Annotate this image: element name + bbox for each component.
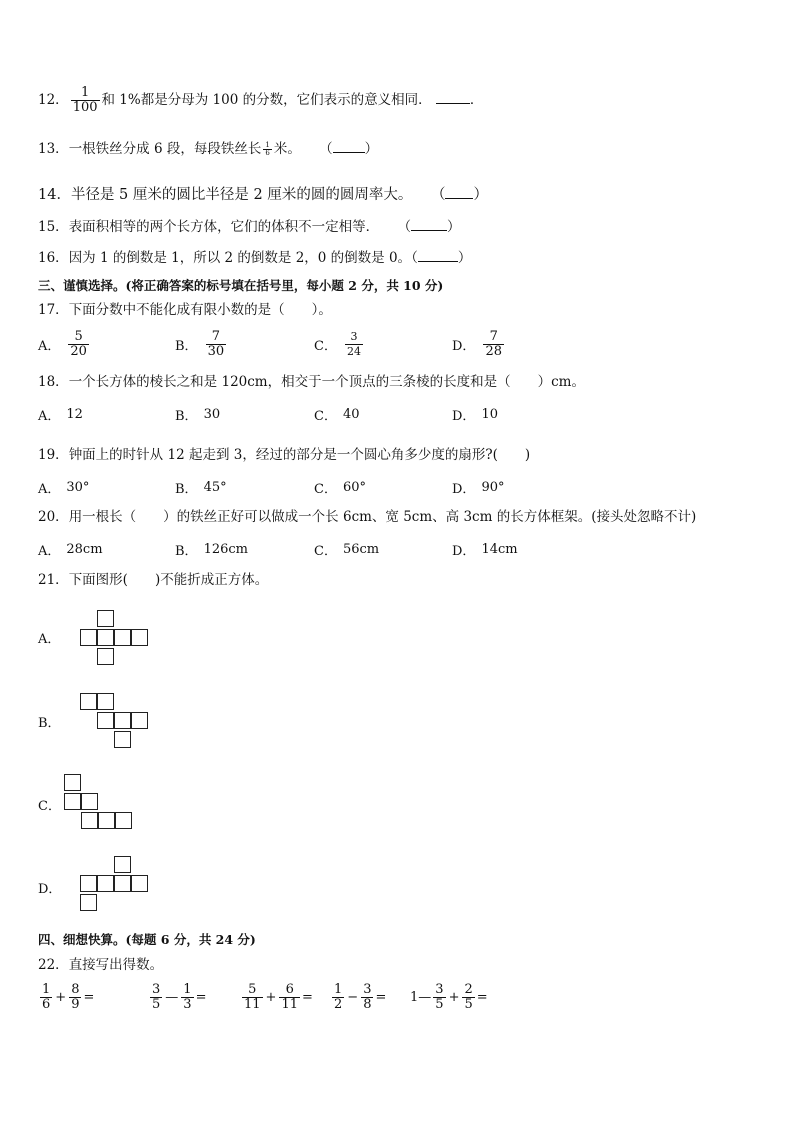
question-18 [38, 373, 585, 391]
denominator: 3 [183, 997, 192, 1012]
question-text: 下面图形( )不能折成正方体。 [68, 572, 269, 588]
numerator: 7 [211, 329, 220, 344]
fraction [279, 983, 300, 1012]
option-label: C． [314, 409, 337, 424]
option-value: 14cm [481, 542, 518, 557]
denominator: 28 [485, 344, 502, 359]
numerator: 2 [464, 982, 473, 997]
option-label: C． [38, 799, 61, 814]
option-value: 30° [66, 480, 90, 495]
cube-net-a [80, 610, 150, 666]
equals-sign: = [195, 990, 207, 1005]
question-number: 17． [38, 302, 69, 318]
option-label: C． [314, 482, 337, 497]
fraction [181, 983, 193, 1012]
question-14 [38, 186, 488, 204]
numerator: 1 [265, 141, 270, 149]
answer-blank[interactable] [418, 249, 458, 262]
option-d[interactable] [452, 405, 498, 424]
fraction [40, 983, 52, 1012]
question-number: 15． [38, 219, 69, 235]
question-text: 表面积相等的两个长方体，它们的体积不一定相等． [68, 219, 380, 235]
numerator: 1 [42, 982, 51, 997]
cube-net-b [80, 693, 150, 751]
fraction [69, 983, 81, 1012]
option-d[interactable] [452, 330, 506, 359]
option-label: B． [175, 482, 198, 497]
fraction [242, 983, 263, 1012]
denominator: 20 [70, 344, 87, 359]
fraction [206, 330, 227, 359]
leading-term: 1— [410, 990, 432, 1005]
option-label: A． [38, 544, 61, 559]
equals-sign: = [83, 990, 95, 1005]
option-b[interactable] [38, 712, 61, 731]
period: ． [469, 92, 484, 108]
calc-item-3[interactable] [240, 983, 313, 1012]
cube-net-c [64, 774, 136, 832]
paren-right: ） [457, 250, 472, 266]
option-b[interactable] [175, 405, 220, 424]
denominator: 5 [152, 997, 161, 1012]
denominator: 5 [435, 997, 444, 1012]
fraction [68, 330, 89, 359]
numerator: 1 [80, 85, 90, 100]
option-label: D． [452, 482, 476, 497]
option-c[interactable] [314, 478, 366, 497]
operator: — [165, 990, 179, 1005]
question-text: 用一根长（ ）的铁丝正好可以做成一个长 6cm、宽 5cm、高 3cm 的长方体框架。(接头处忽略不计) [68, 509, 697, 525]
fraction [71, 86, 100, 115]
option-a[interactable] [38, 478, 89, 497]
option-label: B． [175, 544, 198, 559]
calc-item-5[interactable] [410, 983, 488, 1012]
question-21 [38, 571, 268, 589]
option-c[interactable] [314, 405, 360, 424]
denominator: 8 [363, 997, 372, 1012]
denominator: 24 [346, 345, 361, 358]
denominator: 6 [265, 149, 270, 157]
operator: + [448, 990, 460, 1005]
numerator: 3 [152, 982, 161, 997]
paren-right: ） [364, 141, 379, 157]
numerator: 1 [334, 982, 343, 997]
option-label: B． [175, 409, 198, 424]
option-label: D． [452, 544, 476, 559]
denominator: 5 [464, 997, 473, 1012]
operator: + [265, 990, 277, 1005]
question-12 [38, 86, 483, 115]
numerator: 3 [363, 982, 372, 997]
question-number: 21． [38, 572, 69, 588]
option-label: D． [38, 882, 62, 897]
cube-net-d [80, 856, 150, 914]
denominator: 6 [42, 997, 51, 1012]
paren-left: （ [411, 250, 418, 266]
denominator: 100 [72, 100, 98, 115]
question-number: 14． [38, 187, 71, 203]
fraction [345, 330, 363, 359]
option-a[interactable] [38, 405, 83, 424]
answer-blank[interactable] [333, 140, 365, 153]
denominator: 11 [244, 997, 261, 1012]
question-19 [38, 446, 530, 464]
operator: + [55, 990, 67, 1005]
option-c[interactable] [314, 330, 365, 359]
calc-item-4[interactable] [330, 983, 386, 1012]
question-number: 22． [38, 957, 69, 973]
option-label: A． [38, 409, 61, 424]
option-value: 28cm [66, 542, 103, 557]
option-value: 30 [203, 407, 221, 422]
option-label: B． [38, 716, 61, 731]
fraction [150, 983, 162, 1012]
option-d[interactable] [38, 878, 61, 897]
denominator: 9 [71, 997, 80, 1012]
option-c[interactable] [314, 540, 379, 559]
question-text: 直接写出得数。 [68, 957, 164, 973]
calc-item-2[interactable] [148, 983, 206, 1012]
fraction [483, 330, 504, 359]
option-label: A． [38, 339, 61, 354]
question-17 [38, 301, 332, 319]
denominator: 30 [207, 344, 225, 359]
paren-right: ） [446, 219, 461, 235]
calc-item-1[interactable] [38, 983, 94, 1012]
question-text-end: 米。 [273, 141, 301, 157]
option-value: 56cm [342, 542, 380, 557]
question-text: 因为 1 的倒数是 1，所以 2 的倒数是 2，0 的倒数是 0。 [68, 250, 412, 266]
fraction [433, 983, 445, 1012]
paren-left: （ [319, 141, 333, 157]
option-c[interactable] [38, 795, 61, 814]
paren-right: ） [473, 187, 488, 203]
option-label: D． [452, 339, 476, 354]
equals-sign: = [375, 990, 387, 1005]
question-15 [38, 218, 460, 236]
question-number: 16． [38, 250, 69, 266]
option-value: 45° [203, 480, 227, 495]
option-value: 10 [481, 407, 498, 422]
option-value: 126cm [203, 542, 248, 557]
option-b[interactable] [175, 540, 248, 559]
answer-blank[interactable] [436, 91, 470, 104]
question-number: 18． [38, 374, 69, 390]
option-label: D． [452, 409, 476, 424]
option-value: 60° [342, 480, 366, 495]
paren-left: （ [397, 219, 411, 235]
equals-sign: = [302, 990, 313, 1005]
question-13 [38, 140, 378, 158]
numerator: 5 [248, 982, 257, 997]
denominator: 2 [334, 997, 343, 1012]
option-a[interactable] [38, 540, 103, 559]
numerator: 8 [71, 982, 80, 997]
fraction [263, 142, 271, 157]
section-3-heading: 三、谨慎选择。(将正确答案的标号填在括号里，每小题 2 分，共 10 分) [38, 278, 444, 293]
option-label: A． [38, 632, 61, 647]
section-4-heading: 四、细想快算。(每题 6 分，共 24 分) [38, 932, 256, 947]
equals-sign: = [476, 990, 488, 1005]
numerator: 1 [183, 982, 192, 997]
option-label: B． [175, 339, 198, 354]
paren-left: （ [430, 187, 446, 203]
question-20 [38, 508, 696, 526]
option-a[interactable] [38, 628, 60, 647]
operator: − [347, 990, 359, 1005]
option-d[interactable] [452, 540, 518, 559]
numerator: 5 [74, 329, 83, 344]
question-text: 钟面上的时针从 12 起走到 3，经过的部分是一个圆心角多少度的扇形?( ) [68, 447, 531, 463]
option-value: 40 [342, 407, 360, 422]
question-number: 12． [38, 92, 69, 108]
question-number: 19． [38, 447, 69, 463]
question-text: 一根铁丝分成 6 段，每段铁丝长 [68, 141, 262, 157]
fraction [462, 983, 474, 1012]
question-number: 20． [38, 509, 69, 525]
option-b[interactable] [175, 330, 228, 359]
question-number: 13． [38, 141, 69, 157]
question-text: 下面分数中不能化成有限小数的是（ ）。 [68, 302, 332, 318]
option-a[interactable] [38, 330, 91, 359]
fraction [361, 983, 373, 1012]
denominator: 11 [281, 997, 298, 1012]
answer-blank[interactable] [411, 218, 447, 231]
option-label: A． [38, 482, 61, 497]
question-text: 和 1%都是分母为 100 的分数，它们表示的意义相同． [101, 92, 432, 108]
answer-blank[interactable] [445, 186, 473, 199]
option-label: C． [314, 339, 337, 354]
option-b[interactable] [175, 478, 227, 497]
numerator: 3 [435, 982, 444, 997]
question-text: 半径是 5 厘米的圆比半径是 2 厘米的圆的圆周率大。 [70, 187, 413, 203]
option-value: 90° [481, 480, 505, 495]
question-text: 一个长方体的棱长之和是 120cm，相交于一个顶点的三条棱的长度和是（ ）cm。 [68, 374, 585, 390]
option-label: C． [314, 544, 337, 559]
numerator: 3 [350, 330, 358, 343]
fraction [332, 983, 344, 1012]
question-22 [38, 956, 163, 974]
option-value: 12 [66, 407, 83, 422]
question-16 [38, 249, 471, 267]
numerator: 6 [285, 982, 294, 997]
numerator: 7 [489, 329, 498, 344]
option-d[interactable] [452, 478, 504, 497]
